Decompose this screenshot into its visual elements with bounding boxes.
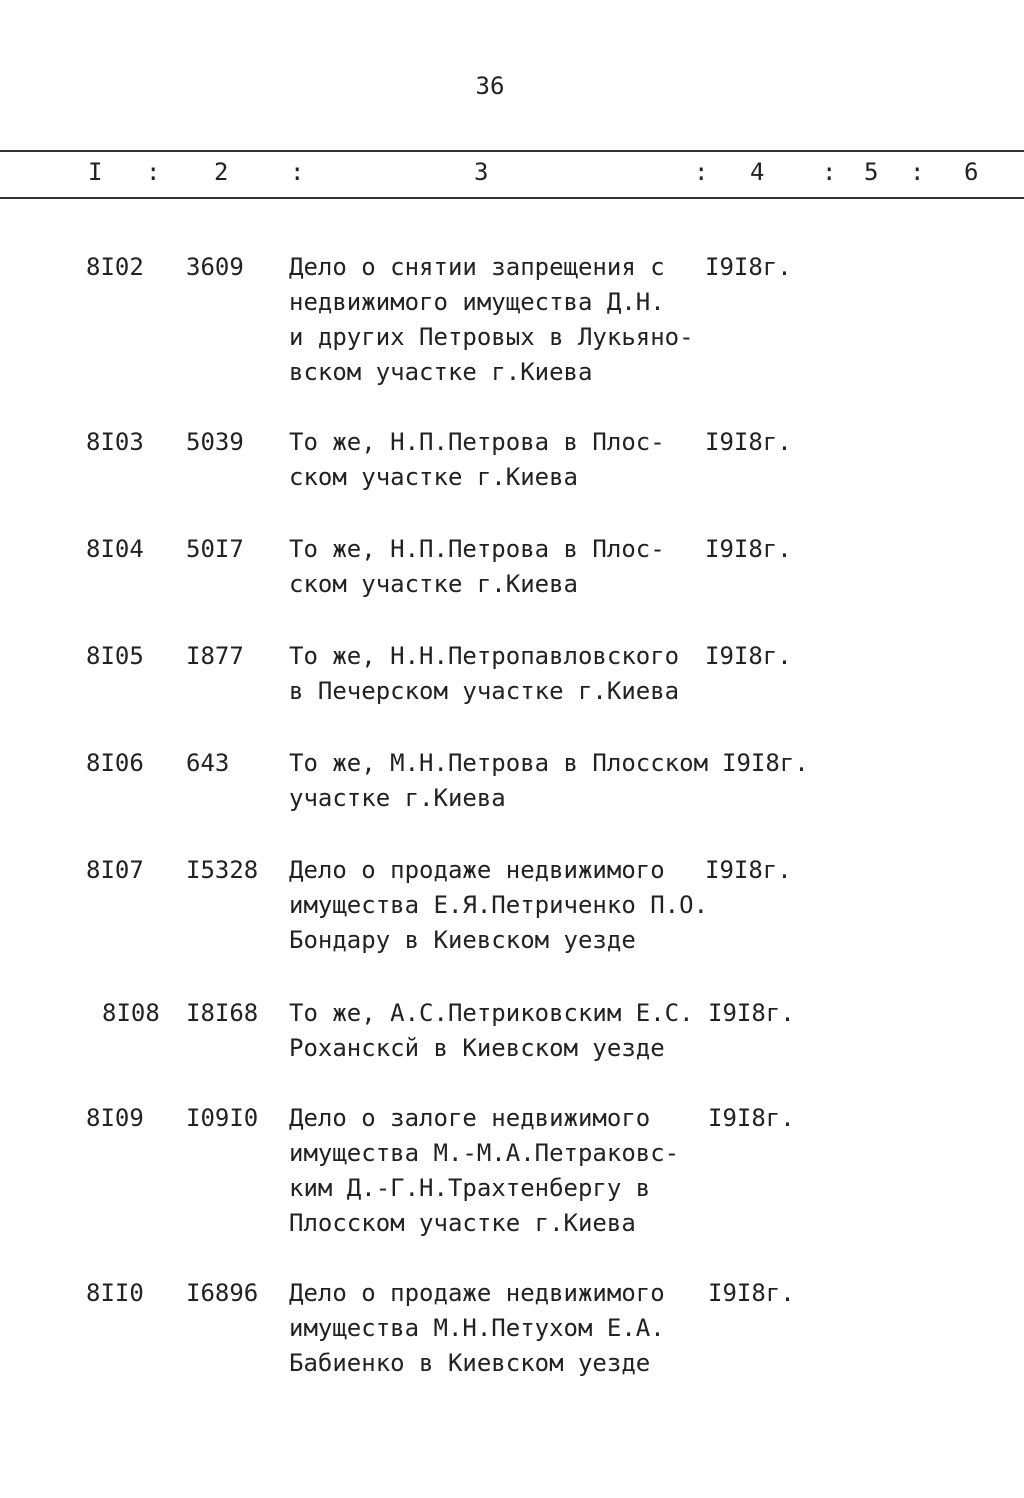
record-year: I9I8г. bbox=[708, 1279, 795, 1307]
description-line: имущества М.Н.Петухом Е.А. bbox=[289, 1314, 665, 1342]
record-description bbox=[289, 1101, 679, 1241]
archive-number: I5328 bbox=[186, 856, 259, 884]
record-description bbox=[289, 746, 708, 816]
record-description bbox=[289, 250, 694, 390]
description-line: Бондару в Киевском уезде bbox=[289, 926, 636, 954]
table-header-bottom-rule bbox=[0, 197, 1024, 199]
header-col-5: 5 bbox=[864, 158, 879, 186]
description-line: имущества Е.Я.Петриченко П.О. bbox=[289, 891, 709, 919]
record-number: 8II0 bbox=[86, 1279, 144, 1307]
record-number: 8I03 bbox=[86, 428, 144, 456]
archive-number: 3609 bbox=[186, 253, 244, 281]
description-line: недвижимого имущества Д.Н. bbox=[289, 288, 665, 316]
record-year: I9I8г. bbox=[705, 642, 792, 670]
archive-number: I877 bbox=[186, 642, 244, 670]
description-line: То же, Н.П.Петрова в Плос- bbox=[289, 428, 665, 456]
record-year: I9I8г. bbox=[722, 749, 809, 777]
record-number: 8I04 bbox=[86, 535, 144, 563]
description-line: имущества М.-М.А.Петраковс- bbox=[289, 1139, 680, 1167]
header-col-4: 4 bbox=[750, 158, 765, 186]
description-line: ском участке г.Киева bbox=[289, 570, 578, 598]
description-line: Дело о снятии запрещения с bbox=[289, 253, 665, 281]
record-description bbox=[289, 425, 665, 495]
header-separator: : bbox=[694, 158, 709, 186]
header-separator: : bbox=[822, 158, 837, 186]
record-number: 8I02 bbox=[86, 253, 144, 281]
description-line: и других Петровых в Лукьяно- bbox=[289, 323, 694, 351]
record-description bbox=[289, 996, 694, 1066]
archive-number: I8I68 bbox=[186, 999, 259, 1027]
record-number: 8I06 bbox=[86, 749, 144, 777]
record-number: 8I08 bbox=[102, 999, 160, 1027]
archive-number: 5039 bbox=[186, 428, 244, 456]
description-line: ким Д.-Г.Н.Трахтенбергу в bbox=[289, 1174, 651, 1202]
description-line: То же, Н.Н.Петропавловского bbox=[289, 642, 680, 670]
record-year: I9I8г. bbox=[705, 253, 792, 281]
header-separator: : bbox=[146, 158, 161, 186]
header-col-3: 3 bbox=[474, 158, 489, 186]
record-number: 8I07 bbox=[86, 856, 144, 884]
description-line: То же, А.С.Петриковским Е.С. bbox=[289, 999, 694, 1027]
archive-number: 643 bbox=[186, 749, 230, 777]
description-line: Плосском участке г.Киева bbox=[289, 1209, 636, 1237]
description-line: Дело о продаже недвижимого bbox=[289, 856, 665, 884]
description-line: То же, М.Н.Петрова в Плосском bbox=[289, 749, 709, 777]
header-separator: : bbox=[910, 158, 925, 186]
record-year: I9I8г. bbox=[708, 999, 795, 1027]
description-line: То же, Н.П.Петрова в Плос- bbox=[289, 535, 665, 563]
record-description bbox=[289, 1276, 665, 1381]
record-year: I9I8г. bbox=[705, 856, 792, 884]
header-separator: : bbox=[290, 158, 305, 186]
archive-number: 50I7 bbox=[186, 535, 244, 563]
header-col-6: 6 bbox=[964, 158, 979, 186]
description-line: вском участке г.Киева bbox=[289, 358, 593, 386]
description-line: Бабиенко в Киевском уезде bbox=[289, 1349, 651, 1377]
archive-number: I09I0 bbox=[186, 1104, 259, 1132]
header-col-1: I bbox=[88, 158, 103, 186]
header-col-2: 2 bbox=[214, 158, 229, 186]
record-number: 8I05 bbox=[86, 642, 144, 670]
record-year: I9I8г. bbox=[708, 1104, 795, 1132]
description-line: ском участке г.Киева bbox=[289, 463, 578, 491]
description-line: Дело о залоге недвижимого bbox=[289, 1104, 651, 1132]
description-line: Рохансксй в Киевском уезде bbox=[289, 1034, 665, 1062]
description-line: Дело о продаже недвижимого bbox=[289, 1279, 665, 1307]
record-year: I9I8г. bbox=[705, 428, 792, 456]
archive-number: I6896 bbox=[186, 1279, 259, 1307]
description-line: в Печерском участке г.Киева bbox=[289, 677, 680, 705]
page-number: 36 bbox=[475, 72, 505, 100]
record-year: I9I8г. bbox=[705, 535, 792, 563]
record-description bbox=[289, 532, 665, 602]
record-description bbox=[289, 639, 679, 709]
table-header-top-rule bbox=[0, 150, 1024, 152]
description-line: участке г.Киева bbox=[289, 784, 506, 812]
record-number: 8I09 bbox=[86, 1104, 144, 1132]
record-description bbox=[289, 853, 708, 958]
